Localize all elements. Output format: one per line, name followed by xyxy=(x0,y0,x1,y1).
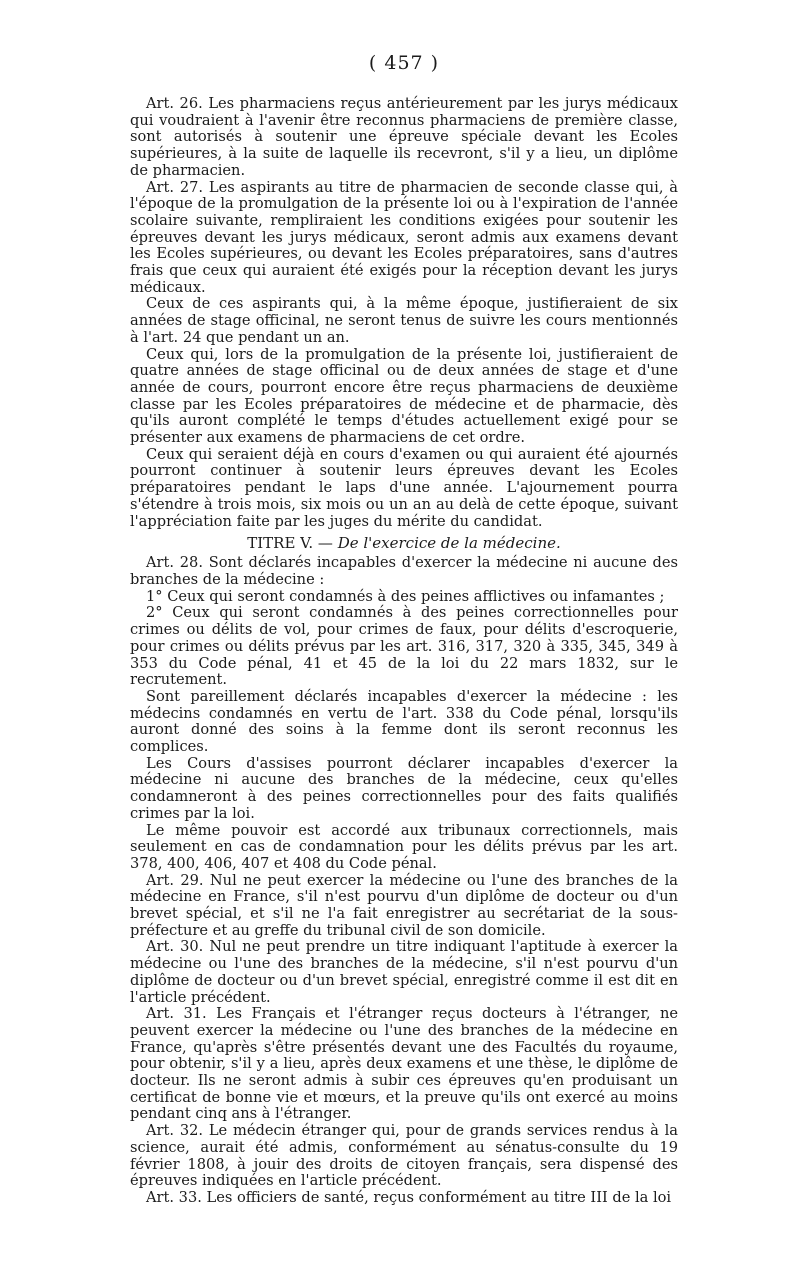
paragraph-art-27-aspirants: Ceux de ces aspirants qui, à la même époque, justifieraient de six années de stage officinal, ne seront tenus de suivre les cours mentionnés à l'art. 24 que pendant un an. xyxy=(130,295,678,346)
paragraph-art-26: Art. 26. Les pharmaciens reçus antérieurement par les jurys médicaux qui voudraient à l'avenir être reconnus pharmaciens de première classe, sont autorisés à soutenir une épreuve spéciale devant les Ecoles supérieures, à la suite de laquelle ils recevront, s'il y a lieu, un diplôme de pharmacien. xyxy=(130,95,678,179)
paragraph-art-27-examens: Ceux qui seraient déjà en cours d'examen ou qui auraient été ajournés pourront continuer à soutenir leurs épreuves devant les Ecoles préparatoires pendant le laps d'une année. L'ajournement pourra s'étendre à trois mois, six mois ou un an au delà de cette époque, suivant l'appréciation faite par les juges du mérite du candidat. xyxy=(130,445,678,530)
paragraph-art-29: Art. 29. Nul ne peut exercer la médecine ou l'une des branches de la médecine en France, s'il n'est pourvu d'un diplôme de docteur ou d'un brevet spécial, et s'il ne l'a fait enregistrer au secrétariat de la sous-préfecture et au greffe du tribunal civil de son domicile. xyxy=(130,871,678,939)
body-text-after xyxy=(130,555,678,1206)
section-heading xyxy=(130,534,678,552)
paragraph-art-28-item-1: 1° Ceux qui seront condamnés à des peines afflictives ou infamantes ; xyxy=(146,587,665,605)
paragraph-art-30: Art. 30. Nul ne peut prendre un titre indiquant l'aptitude à exercer la médecine ou l'une des branches de la médecine, s'il n'est pourvu d'un diplôme de docteur ou d'un brevet spécial, enregistré comme il est dit en l'article précédent. xyxy=(130,938,678,1006)
body-text-before xyxy=(130,96,678,530)
paragraph-art-33: Art. 33. Les officiers de santé, reçus conformément au titre III de la loi xyxy=(146,1189,672,1206)
paragraph-art-28-pareillement: Sont pareillement déclarés incapables d'exercer la médecine : les médecins condamnés en vertu de l'art. 338 du Code pénal, lorsqu'ils auront donné des soins à la femme dont ils seront reconnus les complices. xyxy=(130,687,678,756)
paragraph-art-27: Art. 27. Les aspirants au titre de pharmacien de seconde classe qui, à l'époque de la promulgation de la présente loi ou à l'expiration de l'année scolaire suivante, rempliraient les conditions exigées pour soutenir les épreuves devant les jurys médicaux, seront admis aux examens devant les Ecoles supérieures, ou devant les Ecoles préparatoires, sans d'autres frais que ceux qui auraient été exigés pour la réception devant les jurys médicaux. xyxy=(130,178,678,296)
paragraph-art-28: Art. 28. Sont déclarés incapables d'exercer la médecine ni aucune des branches de la médecine : xyxy=(130,554,678,588)
section-heading-title: TITRE V. — xyxy=(247,534,338,553)
paragraph-art-28-item-2: 2° Ceux qui seront condamnés à des peines correctionnelles pour crimes ou délits de vol, pour crimes de faux, pour délits d'escroquerie, pour crimes ou délits prévus par les art. 316, 317, 320 à 335, 345, 349 à 353 du Code pénal, 41 et 45 de la loi du 22 mars 1832, sur le recrutement. xyxy=(130,604,678,689)
paragraph-art-27-promulgation: Ceux qui, lors de la promulgation de la présente loi, justifieraient de quatre années de stage officinal ou de deux années de stage et d'une année de cours, pourront encore être reçus pharmaciens de deuxième classe par les Ecoles préparatoires de médecine et de pharmacie, dès qu'ils auront complété le temps d'études actuellement exigé pour se présenter aux examens de pharmaciens de cet ordre. xyxy=(130,345,678,447)
paragraph-art-28-tribunaux: Le même pouvoir est accordé aux tribunaux correctionnels, mais seulement en cas de condamnation pour les délits prévus par les art. 378, 400, 406, 407 et 408 du Code pénal. xyxy=(130,821,678,872)
paragraph-art-28-cours-assises: Les Cours d'assises pourront déclarer incapables d'exercer la médecine ni aucune des branches de la médecine, ceux qu'elles condamneront à des peines correctionnelles pour des faits qualifiés crimes par la loi. xyxy=(130,754,678,822)
paragraph-art-31: Art. 31. Les Français et l'étranger reçus docteurs à l'étranger, ne peuvent exercer la médecine ou l'une des branches de la médecine en France, qu'après s'être présentés devant une des Facultés du royaume, pour obtenir, s'il y a lieu, après deux examens et une thèse, le diplôme de docteur. Ils ne seront admis à subir ces épreuves qu'en produisant un certificat de bonne vie et mœurs, et la preuve qu'ils ont exercé au moins pendant cinq ans à l'étranger. xyxy=(130,1005,678,1123)
paragraph-art-32: Art. 32. Le médecin étranger qui, pour de grands services rendus à la science, aurait été admis, conformément au sénatus-consulte du 19 février 1808, à jouir des droits de citoyen français, sera dispensé des épreuves indiquées en l'article précédent. xyxy=(130,1122,678,1190)
page-number: ( 457 ) xyxy=(368,52,440,74)
section-heading-subtitle: De l'exercice de la médecine. xyxy=(337,534,561,553)
